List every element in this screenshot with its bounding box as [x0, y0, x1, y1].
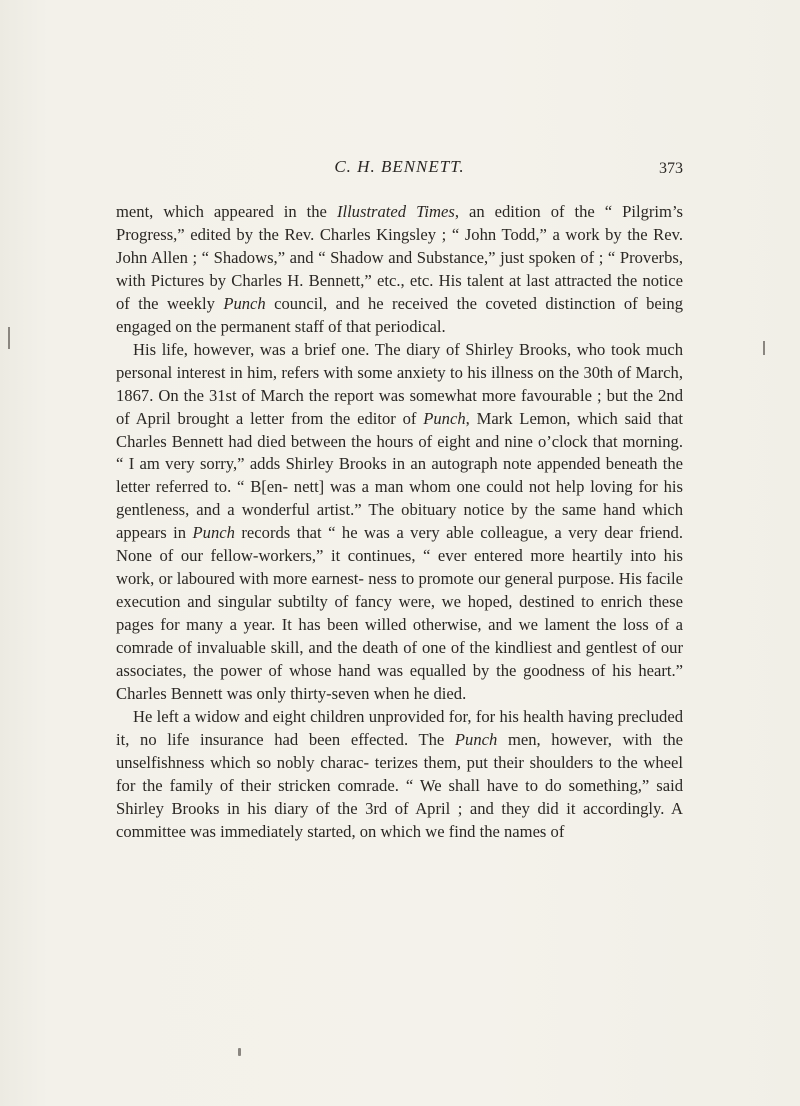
- text-segment: , an edition of the “ Pilgrim’s Progress,” edited by the Rev. Charles Kingsley ; “ John Todd,” a work by the Rev. John Allen ; “ Shadows,” and “ Shadow and Substance,” just spoken of ; “ Proverbs, with Pictures by Charles H. Bennett,” etc., etc. His talent at last attracted the notice of the weekly: [116, 202, 684, 313]
- margin-mark: [8, 327, 10, 349]
- italic-title: Punch: [423, 408, 466, 428]
- margin-mark: [238, 1048, 241, 1056]
- page-header: [116, 157, 683, 187]
- text-segment: His life, however, was a brief one. The diary of Shirley Brooks, who took much personal interest in him, refers with some anxiety to his illness on the 30th of March, 1867. On the 31st of March the report was somewhat more favourable ; but the 2nd of April brought a letter from the editor of: [116, 339, 683, 428]
- text-segment: He left a widow and eight children unprovided for, for his health having precluded it, no life insurance had been effected. The: [116, 706, 683, 749]
- text-segment: ment, which appeared in the: [116, 202, 337, 221]
- italic-title: Illustrated Times: [336, 202, 455, 221]
- italic-title: Punch: [454, 729, 498, 749]
- paragraph: [116, 201, 683, 339]
- margin-mark: [763, 341, 765, 355]
- paragraph: [116, 339, 683, 706]
- text-segment: council, and he received the coveted distinction of being engaged on the permanent staff of that periodical.: [116, 293, 683, 336]
- text-segment: men, however, with the unselfishness which so nobly charac- terizes them, put their shoulders to the wheel for the family of their stricken comrade. “ We shall have to do something,” said Shirley Brooks in his diary of the 3rd of April ; and they did it accordingly. A committee was immediately started, on which we find the names of: [116, 729, 683, 841]
- running-head: C. H. BENNETT.: [334, 157, 465, 176]
- italic-title: Punch: [223, 293, 266, 313]
- text-segment: records that “ he was a very able colleague, a very dear friend. None of our fellow-workers,” it continues, “ ever entered more heartily into his work, or laboured with more earnest- ness to promote our general purpose. His facile execution and singular subtilty of fancy were, we hoped, destined to enrich these pages for many a year. It has been willed otherwise, and we lament the loss of a comrade of invaluable skill, and the death of one of the kindliest and gentlest of our associates, the power of whose hand was equalled by the goodness of his heart.” Charles Bennett was only thirty-seven when he died.: [116, 523, 683, 704]
- text-segment: , Mark Lemon, which said that Charles Bennett had died between the hours of eight and nine o’clock that morning. “ I am very sorry,” adds Shirley Brooks in an autograph note appended beneath the letter referred to. “ B[en- nett] was a man whom one could not help loving for his gentleness, and a wonderful artist.” The obituary notice by the same hand which appears in: [116, 408, 683, 543]
- italic-title: Punch: [192, 523, 235, 543]
- page-number: 373: [659, 160, 683, 177]
- body-text: [116, 201, 683, 844]
- paragraph: [116, 706, 683, 844]
